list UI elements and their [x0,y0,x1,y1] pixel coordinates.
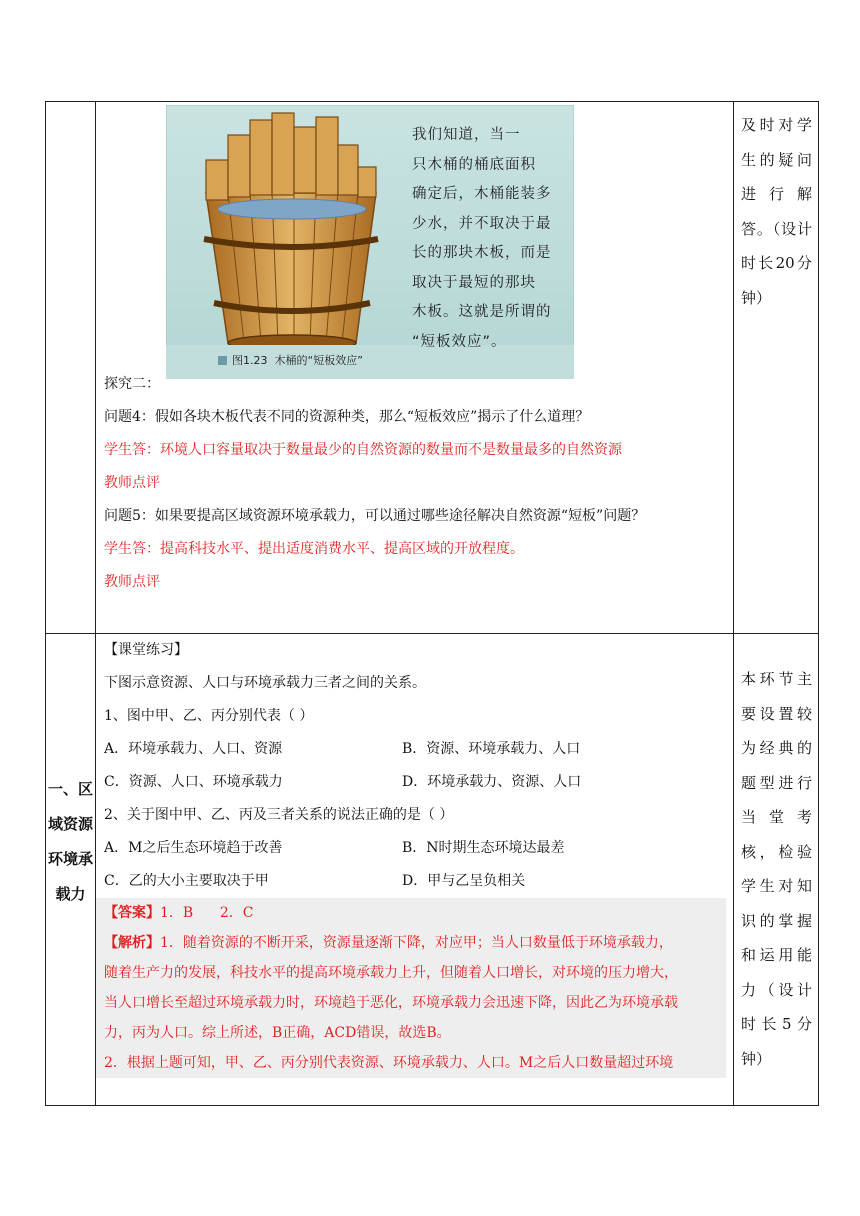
answer-line [104,898,720,928]
q1-options-row [104,733,725,766]
row1-right-cell [734,102,819,634]
question-1: 1、图中甲、乙、丙分别代表（ ） [104,708,314,724]
question-5: 问题5：如果要提高区域资源环境承载力，可以通过哪些途径解决自然资源“短板”问题？ [104,508,646,524]
question-4: 问题4：假如各块木板代表不同的资源种类，那么“短板效应”揭示了什么道理？ [104,409,590,425]
figure-text-line: 确定后，木桶能装多 [412,186,552,202]
figure-text-line: “短板效应”。 [412,333,507,350]
student-answer-5: 学生答：提高科技水平、提出适度消费水平、提高区域的开放程度。 [104,541,524,557]
section-title [46,634,95,912]
teacher-comment-5: 教师点评 [104,574,160,590]
q2-options-row [104,865,725,898]
answer-label: 【答案】 [104,905,160,921]
figure-text-line: 只木桶的桶底面积 [412,156,536,173]
figure-text-line: 我们知道，当一 [412,127,521,143]
figure-text [412,121,562,357]
analysis-line [104,928,720,958]
section-label: 探究二： [104,376,160,392]
caption-label: 图1.23 [232,354,268,367]
figure-text-line: 木板。这就是所谓的 [412,304,552,320]
option-d: D．环境承载力、资源、人口 [402,774,582,790]
table-row [46,102,819,634]
option-c: C．资源、人口、环境承载力 [104,774,283,790]
section-title-text: 一、区域资源环境承载力 [47,780,93,903]
q1-options-row [104,766,725,799]
analysis-label: 【解析】 [104,935,160,951]
answer-text: 1．B 2．C [160,905,254,921]
bucket-figure [166,105,574,379]
analysis-text: 1．随着资源的不断开采，资源量逐渐下降，对应甲；当人口数量低于环境承载力， [160,935,673,951]
table-row [46,634,819,1106]
design-note: 本环节主要设置较为经典的题型进行当堂考核，检验学生对知识的掌握和运用能力（设计时长5分钟） [741,670,812,1068]
analysis-line: 随着生产力的发展，科技水平的提高环境承载力上升，但随着人口增长，对环境的压力增大， [104,965,678,981]
row2-left-cell [46,634,96,1106]
row2-right-cell [734,634,819,1106]
lesson-table [45,101,819,1106]
option-a: A．环境承载力、人口、资源 [104,741,283,757]
figure-text-line: 取决于最短的那块 [412,274,536,291]
row1-left-cell [46,102,96,634]
question-2: 2、关于图中甲、乙、丙及三者关系的说法正确的是（ ） [104,807,454,823]
q2-options-row [104,832,725,865]
teacher-comment-4: 教师点评 [104,475,160,491]
design-note: 及时对学生的疑问进行解答。（设计时长20分钟） [741,116,812,307]
exercise-intro: 下图示意资源、人口与环境承载力三者之间的关系。 [104,675,426,691]
caption-text: 木桶的“短板效应” [274,354,363,367]
analysis-line: 力，丙为人口。综上所述，B正确，ACD错误，故选B。 [104,1025,451,1041]
exercise-header: 【课堂练习】 [104,642,188,658]
figure-text-line: 长的那块木板，而是 [412,245,552,261]
option-d: D．甲与乙呈负相关 [402,873,526,889]
row1-content-cell [96,102,734,634]
student-answer-4: 学生答：环境人口容量取决于数量最少的自然资源的数量而不是数量最多的自然资源 [104,442,622,458]
answer-block [96,898,726,1078]
analysis-line: 当人口增长至超过环境承载力时，环境趋于恶化，环境承载力会迅速下降，因此乙为环境承载 [104,995,678,1011]
figure-caption [218,352,363,368]
caption-square-icon [218,356,227,365]
option-b: B．资源、环境承载力、人口 [402,741,581,757]
option-b: B．N时期生态环境达最差 [402,840,565,856]
row2-content-cell [96,634,734,1106]
option-c: C．乙的大小主要取决于甲 [104,873,269,889]
figure-text-line: 少水，并不取决于最 [412,215,552,232]
analysis-line: 2．根据上题可知，甲、乙、丙分别代表资源、环境承载力、人口。M之后人口数量超过环境 [104,1055,674,1071]
option-a: A．M之后生态环境趋于改善 [104,840,283,856]
